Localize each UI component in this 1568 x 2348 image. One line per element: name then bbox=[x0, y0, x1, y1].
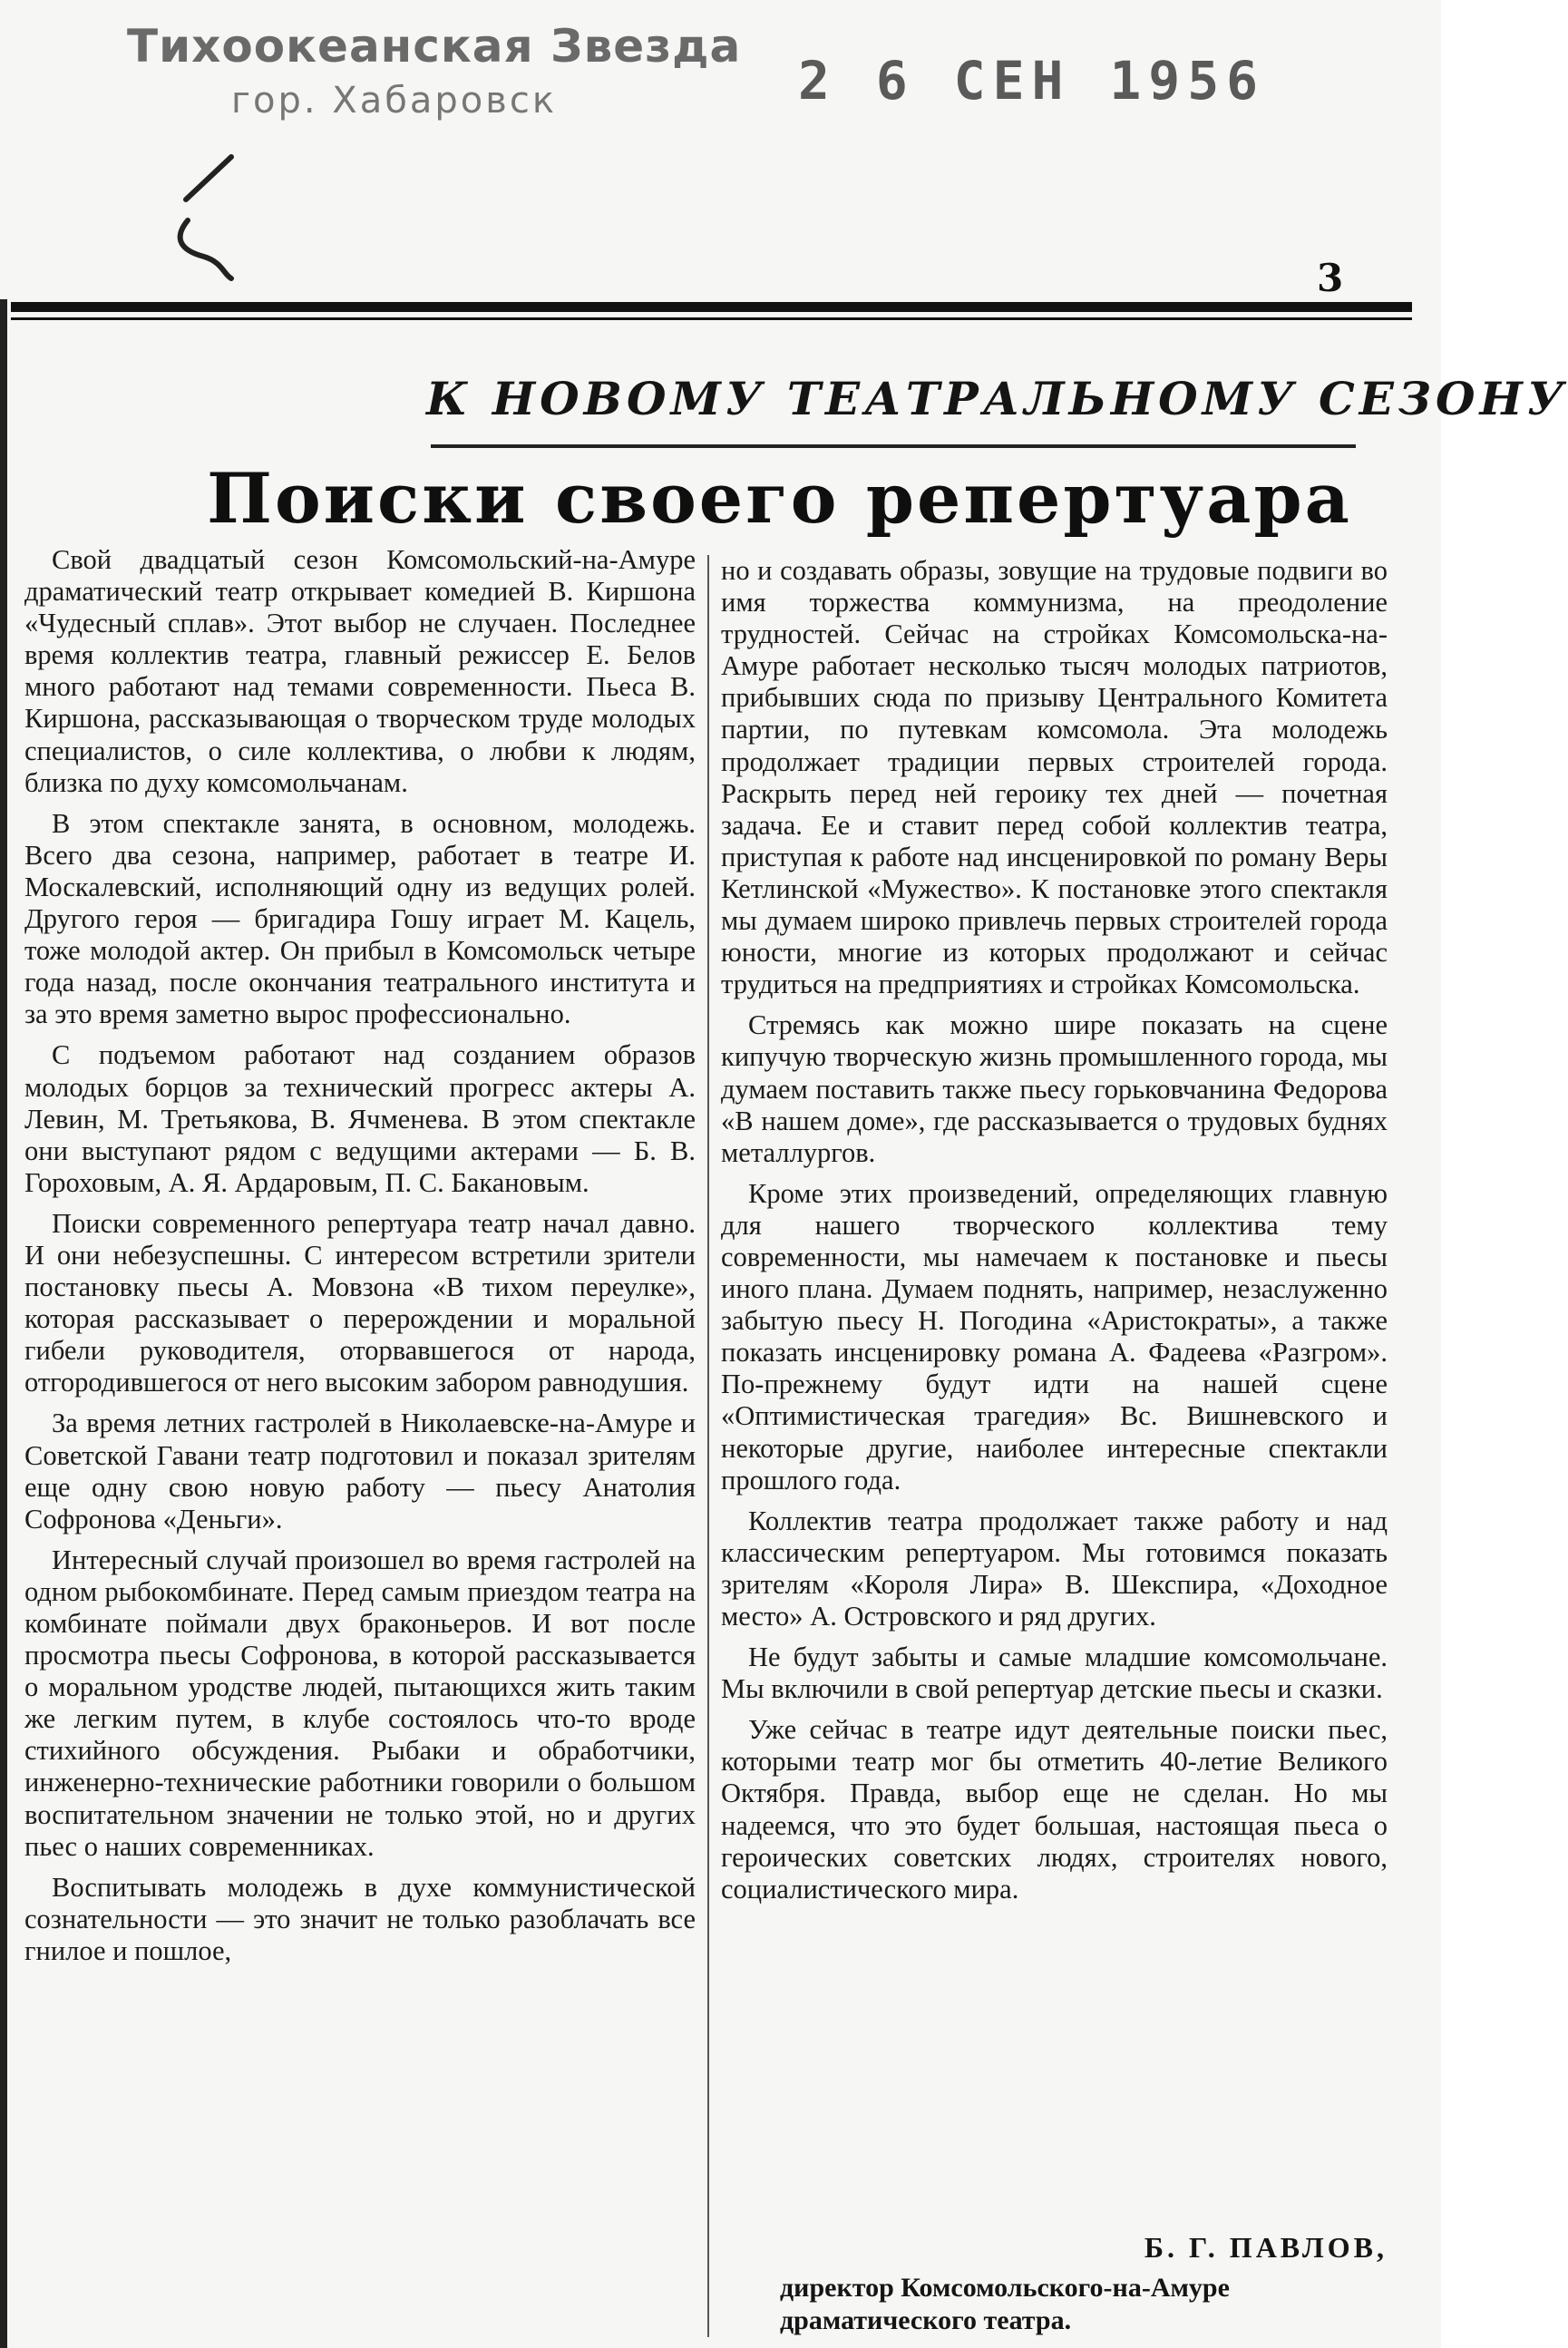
column-divider bbox=[707, 555, 709, 2337]
paragraph: Поиски современного репертуара театр начал давно. И они небезуспешны. С интересом встретили зрители постановку пьесы А. Мовзона «В тихом переулке», которая рассказывает о перерождении и моральной гибели руководителя, оторвавшегося от народа, отгородившегося от него высоким забором равнодушия. bbox=[24, 1207, 696, 1398]
article-column-left bbox=[24, 544, 696, 1967]
top-rule bbox=[11, 302, 1412, 312]
paragraph: Стремясь как можно шире показать на сцене кипучую творческую жизнь промышленного города, мы думаем поставить также пьесу горьковчанина Федорова «В нашем доме», где рассказывается о трудовых буднях металлургов. bbox=[721, 1009, 1388, 1168]
author-name: Б. Г. ПАВЛОВ, bbox=[1144, 2231, 1388, 2264]
paragraph: За время летних гастролей в Николаевске-на-Амуре и Советской Гавани театр подготовил и показал зрителям еще одну свою новую работу — пьесу Анатолия Софронова «Деньги». bbox=[24, 1408, 696, 1534]
left-edge-shadow bbox=[0, 299, 7, 2348]
stamp-city: гор. Хабаровск bbox=[231, 80, 557, 122]
paragraph: но и создавать образы, зовущие на трудовые подвиги во имя торжества коммунизма, на преодоление трудностей. Сейчас на стройках Комсомольска-на-Амуре работает несколько тысяч молодых патриотов, прибывших сюда по призыву Центрального Комитета партии, по путевкам комсомола. Эта молодежь продолжает традиции первых строителей города. Раскрыть перед ней героику тех дней — почетная задача. Ее и ставит перед собой коллектив театра, приступая к работе над инсценировкой по роману Веры Кетлинской «Мужество». К постановке этого спектакля мы думаем широко привлечь первых строителей города юности, многие из которых продолжают и сейчас трудиться на предприятиях и стройках Комсомольска. bbox=[721, 555, 1388, 1000]
author-role: директор Комсомольского-на-Амуре драматического театра. bbox=[780, 2273, 1230, 2335]
top-rule-thin bbox=[11, 317, 1412, 320]
paragraph: Кроме этих произведений, определяющих главную для нашего творческого коллектива тему современности, мы намечаем к постановке и пьесы иного плана. Думаем поднять, например, незаслуженно забытую пьесу Н. Погодина «Аристократы», а также показать инсценировку романа А. Фадеева «Разгром». По-прежнему будут идти на нашей сцене «Оптимистическая трагедия» Вс. Вишневского и некоторые другие, наиболее интересные спектакли прошлого года. bbox=[721, 1177, 1388, 1496]
article-column-right bbox=[721, 555, 1388, 1905]
stamp-date: 2 6 СЕН 1956 bbox=[798, 50, 1266, 112]
paragraph: Не будут забыты и самые младшие комсомольчане. Мы включили в свой репертуар детские пьесы и сказки. bbox=[721, 1642, 1388, 1705]
paragraph: В этом спектакле занята, в основном, молодежь. Всего два сезона, например, работает в театре И. Москалевский, исполняющий одну из ведущих ролей. Другого героя — бригадира Гошу играет М. Кацель, тоже молодой актер. Он прибыл в Комсомольск четыре года назад, после окончания театрального института и за это время заметно вырос профессионально. bbox=[24, 807, 696, 1030]
paragraph: Коллектив театра продолжает также работу и над классическим репертуаром. Мы готовимся показать зрителям «Короля Лира» В. Шекспира, «Доходное место» А. Островского и ряд других. bbox=[721, 1505, 1388, 1632]
article-headline: Поиски своего репертуара bbox=[207, 458, 1352, 539]
paragraph: Свой двадцатый сезон Комсомольский-на-Амуре драматический театр открывает комедией В. Киршона «Чудесный сплав». Этот выбор не случаен. Последнее время коллектив театра, главный режиссер Е. Белов много работают над темами современности. Пьеса В. Киршона, рассказывающая о творческом труде молодых специалистов, о силе коллектива, о любви к людям, близка по духу комсомольчанам. bbox=[24, 544, 696, 798]
paragraph: С подъемом работают над созданием образов молодых борцов за технический прогресс актеры А. Левин, М. Третьякова, В. Ячменева. В этом спектакле они выступают рядом с ведущими актерами — Б. В. Гороховым, А. Я. Ардаровым, П. С. Бакановым. bbox=[24, 1039, 696, 1198]
paragraph: Уже сейчас в театре идут деятельные поиски пьес, которыми театр мог бы отметить 40-летие Великого Октября. Правда, выбор еще не сделан. Но мы надеемся, что это будет большая, настоящая пьеса о героических советских людях, строителях нового, социалистического мира. bbox=[721, 1714, 1388, 1905]
pencil-mark-icon bbox=[168, 150, 249, 286]
rubric-underline bbox=[431, 444, 1356, 448]
page-number: 3 bbox=[1317, 256, 1344, 300]
stamp-newspaper-name: Тихоокеанская Звезда bbox=[127, 20, 742, 73]
paragraph: Интересный случай произошел во время гастролей на одном рыбокомбинате. Перед самым приездом театра на комбинате поймали двух браконьеров. И вот после просмотра пьесы Софронова, в которой рассказывается о моральном уродстве людей, пытающихся жить таким же легким путем, в клубе состоялось что-то вроде стихийного обсуждения. Рыбаки и обработчики, инженерно-технические работники говорили о большом воспитательном значении не только этой, но и других пьес о наших современниках. bbox=[24, 1544, 696, 1862]
rubric-heading: К НОВОМУ ТЕАТРАЛЬНОМУ СЕЗОНУ bbox=[426, 372, 1568, 425]
paragraph: Воспитывать молодежь в духе коммунистической сознательности — это значит не только разоблачать все гнилое и пошлое, bbox=[24, 1871, 696, 1966]
